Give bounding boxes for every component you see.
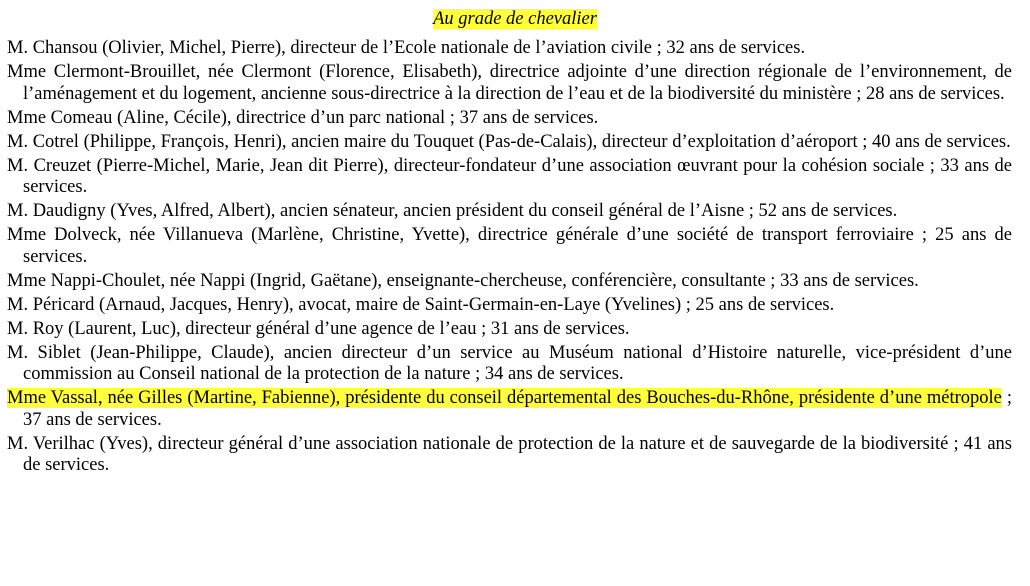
entry-text: M. Roy (Laurent, Luc), directeur général d’une agence de l’eau ; 31 ans de services. xyxy=(7,318,630,339)
list-item xyxy=(7,319,1012,341)
entry-text: M. Daudigny (Yves, Alfred, Albert), ancien sénateur, ancien président du conseil général de l’Aisne ; 52 ans de services. xyxy=(7,201,898,221)
entry-text: Mme Comeau (Aline, Cécile), directrice d’un parc national ; 37 ans de services. xyxy=(7,107,599,128)
highlighted-text: Mme Vassal, née Gilles (Martine, Fabienne), présidente du conseil départemental des Bouches-du-Rhône, présidente d’une métropole xyxy=(7,388,1002,408)
list-item xyxy=(7,156,1012,199)
list-item xyxy=(7,108,1012,130)
list-item xyxy=(7,434,1012,477)
entry-text: Mme Nappi-Choulet, née Nappi (Ingrid, Gaëtane), enseignante-chercheuse, conférencière, consultante ; 33 ans de services. xyxy=(7,270,919,291)
section-heading-text: Au grade de chevalier xyxy=(433,9,597,29)
nominee-list xyxy=(7,38,1012,479)
list-item xyxy=(7,201,1012,223)
list-item xyxy=(7,271,1012,293)
list-item xyxy=(7,388,1012,431)
entry-text: M. Cotrel (Philippe, François, Henri), ancien maire du Touquet (Pas-de-Calais), directeur d’exploitation d’aéroport ; 40 ans de services. xyxy=(7,131,1011,152)
section-heading xyxy=(0,8,1030,30)
list-item xyxy=(7,38,1012,60)
entry-text: M. Verilhac (Yves), directeur général d’une association nationale de protection de la nature et de sauvegarde de la biodiversité ; 41 ans de services. xyxy=(7,433,1012,475)
entry-text: M. Creuzet (Pierre-Michel, Marie, Jean dit Pierre), directeur-fondateur d’une association œuvrant pour la cohésion sociale ; 33 ans de services. xyxy=(7,155,1012,197)
list-item xyxy=(7,295,1012,317)
entry-text: M. Chansou (Olivier, Michel, Pierre), directeur de l’Ecole nationale de l’aviation civile ; 32 ans de services. xyxy=(7,38,806,58)
entry-text: M. Péricard (Arnaud, Jacques, Henry), avocat, maire de Saint-Germain-en-Laye (Yvelines) ; 25 ans de services. xyxy=(7,294,835,315)
list-item xyxy=(7,62,1012,105)
entry-text: ; 37 ans de services. xyxy=(23,388,1013,430)
entry-text: M. Siblet (Jean-Philippe, Claude), ancien directeur d’un service au Muséum national d’Histoire naturelle, vice-président d’une commission au Conseil national de la protection de la nature ; 34 ans de services. xyxy=(7,342,1012,384)
entry-text: Mme Clermont-Brouillet, née Clermont (Florence, Elisabeth), directrice adjointe d’une direction régionale de l’environnement, de l’aménagement et du logement, ancienne sous-directrice à la direction de l’eau et de la biodiversité du ministère ; 28 ans de services. xyxy=(7,62,1012,104)
list-item xyxy=(7,132,1012,154)
entry-text: Mme Dolveck, née Villanueva (Marlène, Christine, Yvette), directrice générale d’une société de transport ferroviaire ; 25 ans de services. xyxy=(7,225,1012,267)
list-item xyxy=(7,343,1012,386)
list-item xyxy=(7,225,1012,268)
